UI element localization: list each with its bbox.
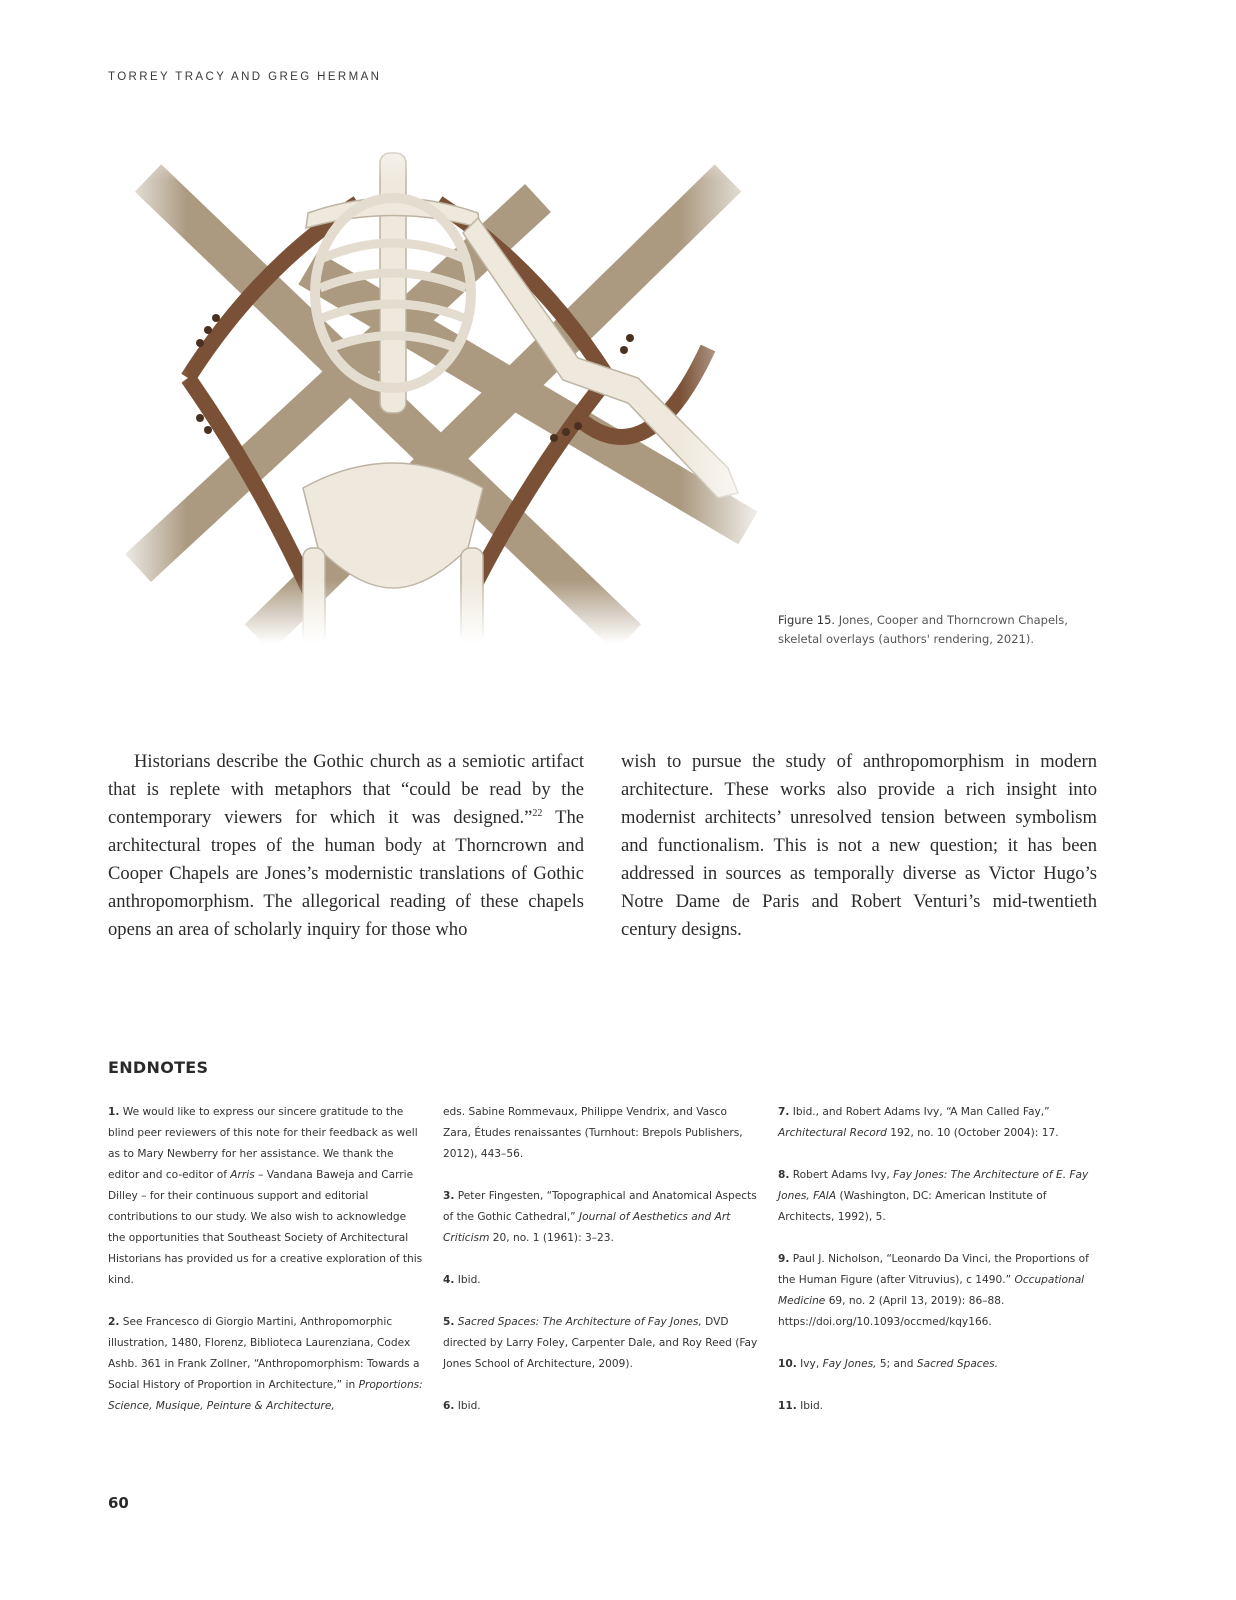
figure-caption xyxy=(778,611,1108,649)
endnote-text: Peter Fingesten, “Topographical and Anatomical Aspects of the Gothic Cathedral,” xyxy=(443,1190,757,1223)
endnote-3 xyxy=(443,1186,758,1249)
figure-label: Figure 15. xyxy=(778,613,836,627)
endnote-number: 6. xyxy=(443,1400,455,1412)
body-col1-text-rest: The architectural tropes of the human body at Thorncrown and Cooper Chapels are Jones’s modernistic translations of Gothic anthropomorphism. The allegorical reading of these chapels opens an area of scholarly inquiry for those who xyxy=(108,807,585,940)
endnote-text: Ivy, xyxy=(800,1358,823,1370)
endnotes-heading: ENDNOTES xyxy=(108,1058,209,1077)
endnote-italic: Arris xyxy=(230,1169,255,1181)
endnote-italic: Journal of Aesthetics and Art Criticism xyxy=(443,1211,731,1244)
endnote-4 xyxy=(443,1270,758,1291)
endnote-6 xyxy=(443,1396,758,1417)
endnote-number: 4. xyxy=(443,1274,455,1286)
endnotes-column-2 xyxy=(443,1102,758,1438)
footnote-ref: 22 xyxy=(532,807,543,819)
endnote-text: Ibid. xyxy=(457,1274,481,1286)
endnote-number: 11. xyxy=(778,1400,797,1412)
figure-skeletal-overlay xyxy=(108,118,773,643)
endnote-text: DVD directed by Larry Foley, Carpenter Dale, and Roy Reed (Fay Jones School of Architecture, 2009). xyxy=(443,1316,758,1370)
skeleton-rendering-image xyxy=(108,118,773,643)
endnote-10 xyxy=(778,1354,1093,1375)
endnote-italic: Fay Jones: The Architecture of E. Fay Jones, FAIA xyxy=(778,1169,1089,1202)
endnote-1 xyxy=(108,1102,423,1291)
endnote-number: 7. xyxy=(778,1106,790,1118)
endnote-number: 3. xyxy=(443,1190,455,1202)
endnote-italic: Sacred Spaces: The Architecture of Fay Jones, xyxy=(457,1316,702,1328)
endnotes-column-3 xyxy=(778,1102,1093,1438)
endnote-5 xyxy=(443,1312,758,1375)
endnote-italic: Occupational Medicine xyxy=(778,1274,1085,1307)
endnote-number: 2. xyxy=(108,1316,120,1328)
endnote-11 xyxy=(778,1396,1093,1417)
body-column-2: wish to pursue the study of anthropomorphism in modern architecture. These works also provide a rich insight into modernist architects’ unresolved tension between symbolism and functionalism. This is not a new question; it has been addressed in sources as temporally diverse as Victor Hugo’s Notre Dame de Paris and Robert Venturi’s mid-twentieth century designs. xyxy=(621,751,1097,940)
endnote-text: 5; and xyxy=(876,1358,917,1370)
endnote-number: 10. xyxy=(778,1358,797,1370)
body-col1-text: Historians describe the Gothic church as a semiotic artifact that is replete with metaphors that “could be read by the contemporary viewers for which it was designed.” xyxy=(108,751,584,828)
endnote-number: 5. xyxy=(443,1316,455,1328)
endnote-text: – Vandana Baweja and Carrie Dilley – for their continuous support and editorial contributions to our study. We also wish to acknowledge the opportunities that Southeast Society of Architectural Historians has provided us for a creative exploration of this kind. xyxy=(108,1169,423,1286)
endnote-number: 1. xyxy=(108,1106,120,1118)
endnote-text: Ibid. xyxy=(800,1400,824,1412)
endnote-text: See Francesco di Giorgio Martini, Anthropomorphic illustration, 1480, Florenz, Biblioteca Laurenziana, Codex Ashb. 361 in Frank Zollner, “Anthropomorphism: Towards a Social History of Proportion in Architecture,” in xyxy=(108,1316,420,1391)
endnote-8 xyxy=(778,1165,1093,1228)
endnote-2 xyxy=(108,1312,423,1417)
endnote-text: Paul J. Nicholson, “Leonardo Da Vinci, the Proportions of the Human Figure (after Vitruvius), c 1490.” xyxy=(778,1253,1089,1286)
endnote-text: Robert Adams Ivy, xyxy=(792,1169,894,1181)
endnote-text: 20, no. 1 (1961): 3–23. xyxy=(489,1232,614,1244)
endnote-text: (Washington, DC: American Institute of Architects, 1992), 5. xyxy=(778,1190,1047,1223)
endnote-9 xyxy=(778,1249,1093,1333)
endnote-text: Ibid. xyxy=(457,1400,481,1412)
endnote-2-continued: eds. Sabine Rommevaux, Philippe Vendrix, and Vasco Zara, Études renaissantes (Turnhout: Brepols Publishers, 2012), 443–56. xyxy=(443,1106,743,1160)
endnote-italic: Proportions: Science, Musique, Peinture & Architecture, xyxy=(108,1379,423,1412)
endnote-italic: Sacred Spaces. xyxy=(916,1358,999,1370)
page-number: 60 xyxy=(108,1494,129,1512)
endnote-text: Ibid., and Robert Adams Ivy, “A Man Called Fay,” xyxy=(792,1106,1050,1118)
endnote-italic: Fay Jones, xyxy=(822,1358,877,1370)
endnote-italic: Architectural Record xyxy=(778,1127,887,1139)
endnote-number: 8. xyxy=(778,1169,790,1181)
endnote-text: We would like to express our sincere gratitude to the blind peer reviewers of this note for their feedback as well as to Mary Newberry for her assistance. We thank the editor and co-editor of xyxy=(108,1106,418,1181)
endnote-text: 69, no. 2 (April 13, 2019): 86–88. https://doi.org/10.1093/occmed/kqy166. xyxy=(778,1295,1005,1328)
endnote-7 xyxy=(778,1102,1093,1144)
endnote-text: 192, no. 10 (October 2004): 17. xyxy=(886,1127,1059,1139)
running-head: TORREY TRACY AND GREG HERMAN xyxy=(108,71,382,83)
endnotes-column-1 xyxy=(108,1102,423,1438)
body-column-1 xyxy=(108,748,584,944)
figure-caption-text: Jones, Cooper and Thorncrown Chapels, skeletal overlays (authors' rendering, 2021). xyxy=(778,613,1068,646)
endnote-number: 9. xyxy=(778,1253,790,1265)
